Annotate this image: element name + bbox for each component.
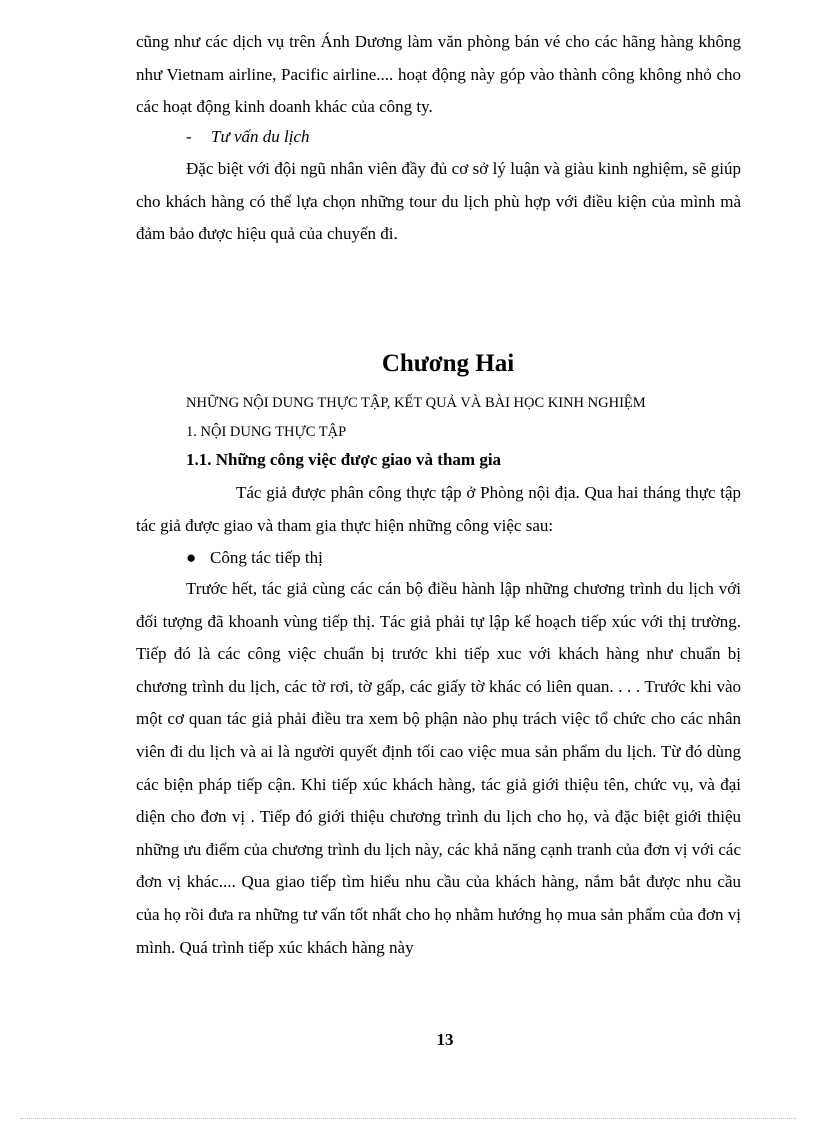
paragraph-airline-services: cũng như các dịch vụ trên Ánh Dương làm văn phòng bán vé cho các hãng hàng không như Vietnam airline, Pacific airline.... hoạt động này góp vào thành công không nhỏ cho các hoạt động kinh doanh khác của công ty. xyxy=(136,32,741,117)
bullet-marker: ● xyxy=(186,548,197,567)
list-item-marketing xyxy=(186,542,323,574)
list-item-label: Công tác tiếp thị xyxy=(210,548,323,567)
page-number: 13 xyxy=(436,1030,454,1049)
paragraph-marketing: Trước hết, tác giả cùng các cán bộ điều hành lập những chương trình du lịch với đối tượng đã khoanh vùng tiếp thị. Tác giả phải tự lập kế hoạch tiếp xúc với thị trường. Tiếp đó là các công việc chuẩn bị trước khi tiếp xuc với khách hàng như chuẩn bị chương trình du lịch, các tờ rơi, tờ gấp, các giấy tờ khác có liên quan. . . . Trước khi vào một cơ quan tác giả phải điều tra xem bộ phận nào phụ trách việc tổ chức cho các nhân viên đi du lịch và ai là người quyết định tối cao việc mua sản phẩm du lịch. Từ đó dùng các biện pháp tiếp cận. Khi tiếp xúc khách hàng, tác giả giới thiệu tên, chức vụ, và đại diện cho đơn vị . Tiếp đó giới thiệu chương trình du lịch cho họ, và đặc biệt giới thiệu những ưu điểm của chương trình du lịch này, các khả năng cạnh tranh của đơn vị với các đơn vị khác.... Qua giao tiếp tìm hiểu nhu cầu của khách hàng, nắm bắt được nhu cầu của họ rồi đưa ra những tư vấn tốt nhất cho họ nhằm hướng họ mua sản phẩm của đơn vị mình. Quá trình tiếp xúc khách hàng này xyxy=(136,579,741,957)
page-border-line xyxy=(20,1118,796,1119)
list-item-travel-consulting xyxy=(186,121,310,153)
paragraph-consulting: Đặc biệt với đội ngũ nhân viên đầy đủ cơ sở lý luận và giàu kinh nghiệm, sẽ giúp cho khách hàng có thể lựa chọn những tour du lịch phù hợp với điều kiện của mình mà đảm bảo được hiệu quả của chuyến đi. xyxy=(136,159,741,244)
subsection-heading: 1.1. Những công việc được giao và tham gia xyxy=(186,450,502,469)
section-heading: 1. NỘI DUNG THỰC TẬP xyxy=(186,424,347,440)
chapter-title: Chương Hai xyxy=(381,350,515,377)
chapter-subtitle: NHỮNG NỘI DUNG THỰC TẬP, KẾT QUẢ VÀ BÀI HỌC KINH NGHIỆM xyxy=(186,395,646,411)
list-item-label: Tư vấn du lịch xyxy=(211,127,310,146)
dash-marker: - xyxy=(186,127,192,146)
paragraph-assignment: Tác giả được phân công thực tập ở Phòng nội địa. Qua hai tháng thực tập tác giả được giao và tham gia thực hiện những công việc sau: xyxy=(136,483,741,535)
